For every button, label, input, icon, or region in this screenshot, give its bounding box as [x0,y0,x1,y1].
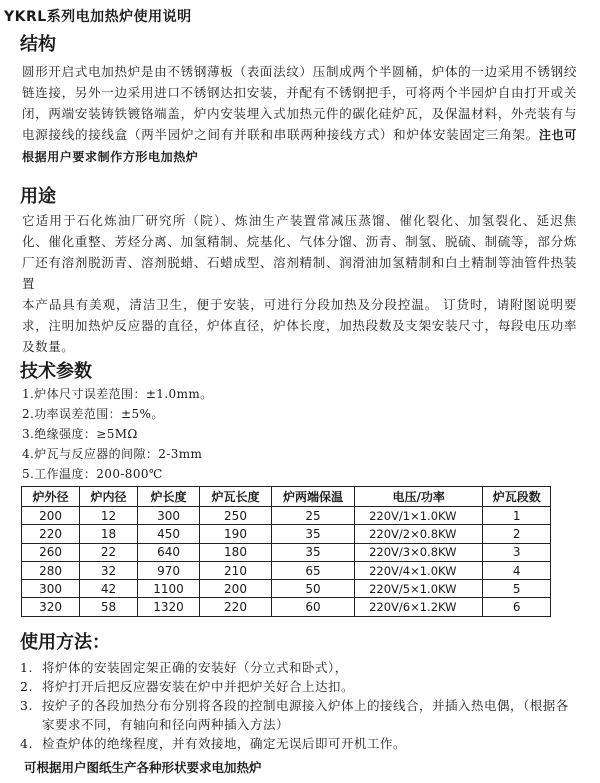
table-cell: 220V/6×1.2KW [355,598,483,616]
tech-heading: 技术参数 [20,361,92,382]
step-number: 3. [20,698,33,713]
usage-paragraph [22,210,577,357]
table-row [22,525,551,543]
table-cell: 280 [22,561,80,579]
step-text: 按炉子的各段加热分布分别将各段的控制电源接入炉体上的接线合，并插入热电偶，（根据各家要求不同，有轴向和径向两种插入方法） [42,698,569,732]
table-cell: 220V/2×0.8KW [355,525,483,543]
table-cell: 450 [137,525,199,543]
step-number: 2. [20,679,33,694]
footer-note: 可根据用户图纸生产各种形状要求电加热炉 [24,760,262,775]
spec-item: 2.功率误差范围：±5%。 [22,407,164,421]
method-step [20,677,580,696]
ordering-text: 本产品具有美观，清洁卫生，便于安装，可进行分段加热及分段控温。 订货时，请附图说明要求，注明加热炉反应器的直径，炉体直径，炉体长度，加热段数及支架安装尺寸，每段电压功率及数量。 [22,297,577,354]
table-cell: 60 [271,598,354,616]
table-cell: 220 [22,525,80,543]
structure-heading: 结构 [20,34,56,55]
step-number: 1. [20,660,33,675]
table-cell: 300 [22,580,80,598]
table-cell: 250 [200,507,272,525]
table-cell: 35 [271,525,354,543]
table-row [22,543,551,561]
spec-table [21,486,551,617]
table-cell: 50 [271,580,354,598]
table-cell: 35 [271,543,354,561]
table-cell: 6 [483,598,551,616]
table-cell: 25 [271,507,354,525]
table-cell: 5 [483,580,551,598]
document-title: YKRL系列电加热炉使用说明 [4,9,192,25]
table-cell: 970 [137,561,199,579]
step-number: 4. [20,736,33,751]
table-header-row [22,487,551,507]
table-cell: 320 [22,598,80,616]
step-text: 将炉打开后把反应器安装在炉中并把炉关好合上达扣。 [42,679,355,694]
table-cell: 1320 [137,598,199,616]
col-tile-length: 炉瓦长度 [200,487,272,507]
step-text: 将炉体的安装固定架正确的安装好（分立式和卧式）， [42,660,348,675]
spec-item: 5.工作温度：200-800℃ [22,467,163,481]
col-outer-diameter: 炉外径 [22,487,80,507]
table-cell: 42 [80,580,138,598]
col-voltage-power: 电压/功率 [355,487,483,507]
table-cell: 22 [80,543,138,561]
spec-item: 4.炉瓦与反应器的间隙：2-3mm [22,447,203,461]
table-cell: 220V/4×1.0KW [355,561,483,579]
col-length: 炉长度 [137,487,199,507]
method-heading: 使用方法： [20,632,110,653]
table-cell: 220V/1×1.0KW [355,507,483,525]
table-row [22,507,551,525]
method-step [20,734,580,753]
tech-spec-list [22,384,577,484]
table-cell: 12 [80,507,138,525]
step-text: 检查炉体的绝缘程度，并有效接地，确定无误后即可开机工作。 [42,736,407,751]
spec-item: 3.绝缘强度：≥5MΩ [22,427,138,441]
table-row [22,561,551,579]
table-row [22,580,551,598]
structure-text: 圆形开启式电加热炉是由不锈钢薄板（表面法纹）压制成两个半圆桶，炉体的一边采用不锈钢绞链连接，另外一边采用进口不锈钢达扣安装，并配有不锈钢把手，可将两个半园炉自由打开或关闭，两端安装铸铁镀铬端盖，炉内安装埋入式加热元件的碳化硅炉瓦，及保温材料，外壳装有与电源接线的接线盒（两半园炉之间有并联和串联两种接线方式）和炉体安装固定三角架。 [22,64,577,142]
table-row [22,598,551,616]
table-cell: 260 [22,543,80,561]
table-cell: 640 [137,543,199,561]
table-cell: 1 [483,507,551,525]
table-cell: 220 [200,598,272,616]
table-cell: 210 [200,561,272,579]
col-end-insulation: 炉两端保温 [271,487,354,507]
table-cell: 3 [483,543,551,561]
table-cell: 220V/3×0.8KW [355,543,483,561]
table-cell: 200 [22,507,80,525]
table-cell: 180 [200,543,272,561]
table-cell: 65 [271,561,354,579]
usage-heading: 用途 [20,186,56,207]
usage-text: 它适用于石化炼油厂研究所（院）、炼油生产装置常减压蒸馏、催化裂化、加氢裂化、延迟焦化、催化重整、芳烃分离、加氢精制、烷基化、气体分馏、沥青、制氢、脱硫、制硫等，部分炼厂还有溶剂脱沥青、溶剂脱蜡、石蜡成型、溶剂精制、润滑油加氢精制和白土精制等油管件热装置 [22,213,577,291]
method-step [20,658,580,677]
method-step [20,696,580,734]
table-cell: 190 [200,525,272,543]
col-inner-diameter: 炉内径 [80,487,138,507]
table-cell: 300 [137,507,199,525]
method-list [20,658,580,753]
table-cell: 1100 [137,580,199,598]
table-cell: 18 [80,525,138,543]
structure-paragraph [22,61,577,168]
table-cell: 2 [483,525,551,543]
col-tile-sections: 炉瓦段数 [483,487,551,507]
table-cell: 220V/5×1.0KW [355,580,483,598]
table-cell: 4 [483,561,551,579]
table-cell: 200 [200,580,272,598]
structure-note: 注也可根据用户要求制作方形电加热炉 [22,128,577,164]
table-cell: 58 [80,598,138,616]
spec-item: 1.炉体尺寸误差范围：±1.0mm。 [22,387,213,401]
table-cell: 32 [80,561,138,579]
